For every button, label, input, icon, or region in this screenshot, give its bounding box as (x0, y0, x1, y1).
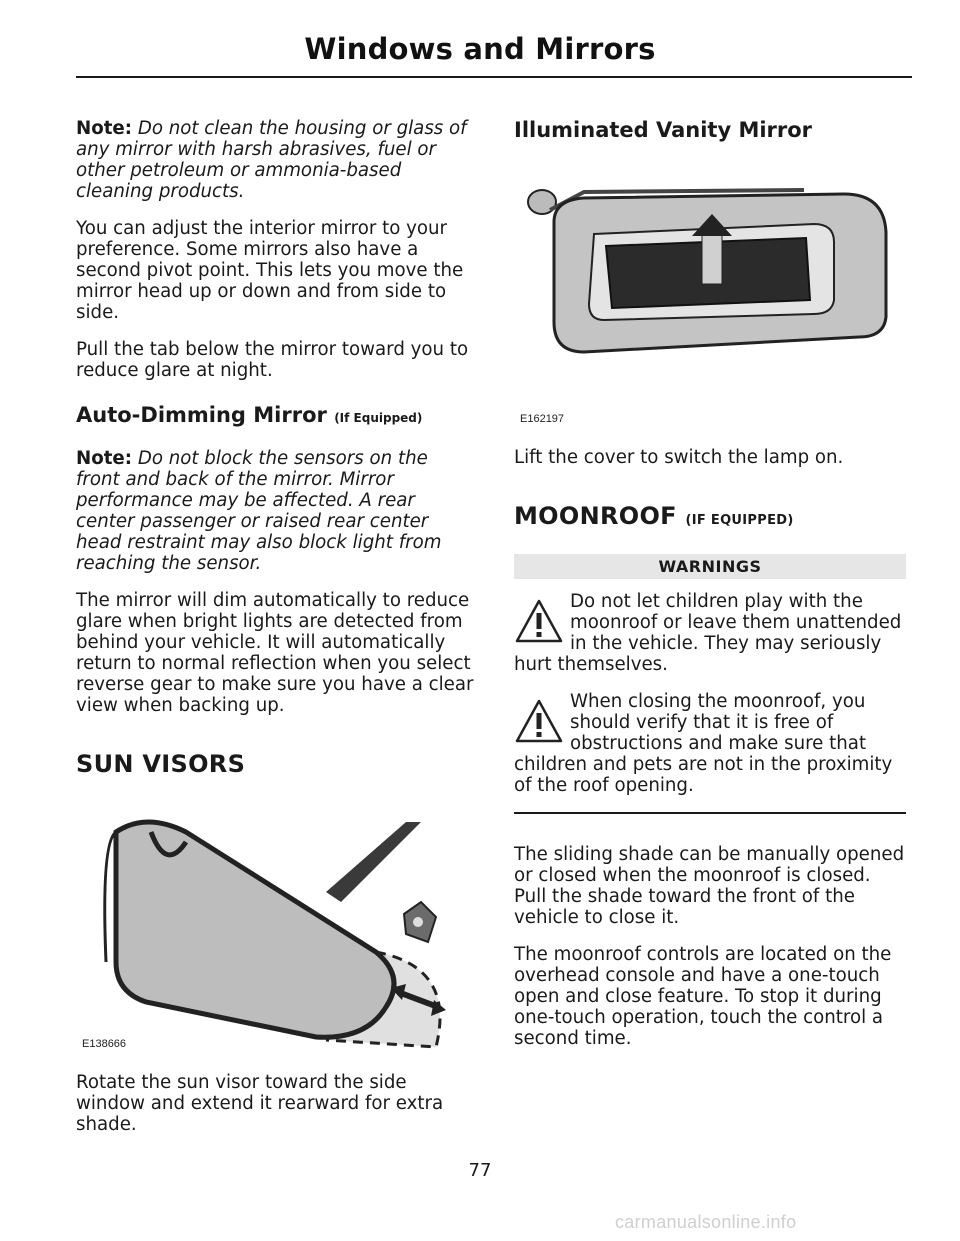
heading-auto-dimming-suffix: (If Equipped) (334, 411, 423, 425)
warning-obstructions (514, 691, 906, 796)
warning-triangle-icon (514, 597, 564, 645)
heading-moonroof-text: MOONROOF (514, 502, 677, 530)
note-label: Note: (76, 118, 133, 139)
note-sensors (76, 448, 476, 574)
warnings-divider (514, 812, 906, 814)
figure-sun-visor (76, 802, 476, 1052)
heading-vanity-mirror: Illuminated Vanity Mirror (514, 118, 813, 142)
figure-code: E162197 (520, 413, 565, 425)
paragraph-pull-tab: Pull the tab below the mirror toward you to reduce glare at night. (76, 339, 469, 381)
header-divider (76, 76, 912, 78)
warning-triangle-icon (514, 697, 564, 745)
heading-moonroof-suffix: (IF EQUIPPED) (685, 513, 794, 528)
warnings-header: WARNINGS (514, 554, 906, 579)
paragraph-auto-dim: The mirror will dim automatically to reduce glare when bright lights are detected from behind your vehicle. It will automatically return to normal reflection when you select reverse gear to make sure you have a clear view when backing up. (76, 590, 474, 716)
heading-auto-dimming (76, 403, 476, 430)
warning-text: Do not let children play with the moonroof or leave them unattended in the vehicle. They may seriously hurt themselves. (514, 591, 902, 675)
right-column (514, 118, 906, 1065)
heading-moonroof (514, 502, 906, 530)
note-text: Do not block the sensors on the front and back of the mirror. Mirror performance may be affected. A rear center passenger or raised rear center head restraint may also block light from reaching the sensor. (76, 448, 442, 574)
page-header-title: Windows and Mirrors (304, 32, 656, 66)
paragraph-sliding-shade: The sliding shade can be manually opened or closed when the moonroof is closed. Pull the shade toward the front of the vehicle to close it. (514, 844, 905, 928)
sun-visor-illustration (76, 802, 476, 1052)
note-label: Note: (76, 448, 133, 469)
vanity-mirror-illustration (514, 172, 906, 402)
watermark: carmanualsonline.info (615, 1212, 797, 1232)
note-text: Do not clean the housing or glass of any mirror with harsh abrasives, fuel or other petroleum or ammonia-based cleaning products. (76, 118, 467, 202)
paragraph-adjust-mirror: You can adjust the interior mirror to your preference. Some mirrors also have a second pivot point. This lets you move the mirror head up or down and from side to side. (76, 218, 464, 323)
heading-auto-dimming-text: Auto-Dimming Mirror (76, 403, 327, 427)
paragraph-lift-cover: Lift the cover to switch the lamp on. (514, 447, 844, 468)
warning-children (514, 591, 906, 675)
paragraph-moonroof-controls: The moonroof controls are located on the overhead console and have a one-touch open and close feature. To stop it during one-touch operation, touch the control a second time. (514, 944, 892, 1049)
left-column (76, 118, 476, 1151)
warning-text: When closing the moonroof, you should verify that it is free of obstructions and make sure that children and pets are not in the proximity of the roof opening. (514, 691, 893, 796)
figure-code: E138666 (82, 1038, 127, 1050)
figure-vanity-mirror (514, 172, 906, 427)
paragraph-rotate-visor: Rotate the sun visor toward the side window and extend it rearward for extra shade. (76, 1072, 444, 1135)
note-cleaning (76, 118, 476, 202)
heading-sun-visors: SUN VISORS (76, 750, 246, 778)
page-number: 77 (468, 1160, 492, 1181)
